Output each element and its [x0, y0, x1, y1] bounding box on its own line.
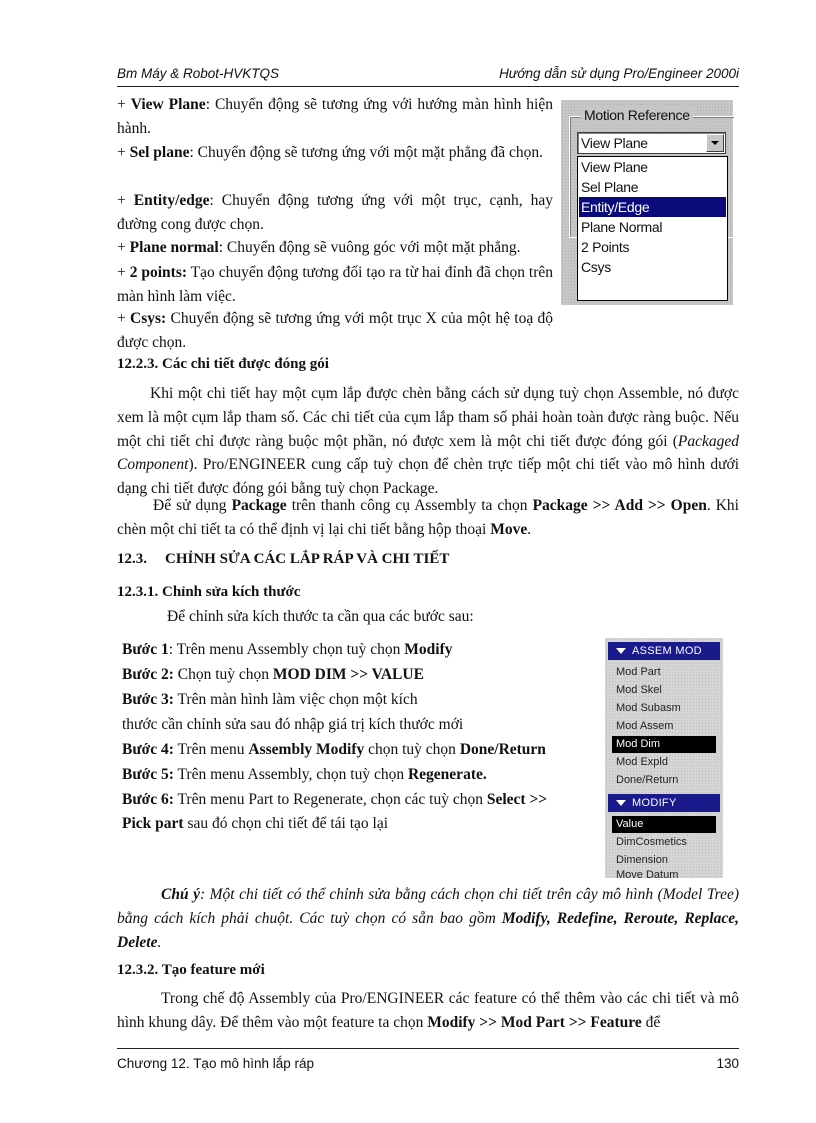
motion-reference-legend: Motion Reference — [581, 107, 693, 123]
menu-item-move-datum[interactable]: Move Datum — [616, 869, 679, 878]
step-3: Bước 3: Trên màn hình làm việc chọn một kích — [122, 691, 418, 708]
menu-item-mod-expld[interactable]: Mod Expld — [616, 756, 668, 768]
bullet-plane-normal: + Plane normal: Chuyển động sẽ vuông góc với một mặt phẳng. — [117, 239, 521, 256]
menu-item-done-return[interactable]: Done/Return — [616, 774, 679, 786]
paragraph-packaged: Khi một chi tiết hay một cụm lắp được chèn bằng cách sử dụng tuỳ chọn Assemble, nó được xem là một cụm lắp tham số. Các chi tiết của cụm lắp tham số phải hoàn toàn được ràng buộc. Nếu một chi tiết chỉ được ràng buộc một phần, nó được xem là một chi tiết được đóng gói (Packaged Component). Pro/ENGINEER cung cấp tuỳ chọn để chèn trực tiếp một chi tiết vào mô hình dưới dạng chi tiết được đóng gói bằng tuỳ chọn Package. — [117, 385, 739, 498]
chevron-down-icon[interactable] — [706, 134, 724, 152]
menu-item-mod-subasm[interactable]: Mod Subasm — [616, 702, 681, 714]
note-paragraph: Chú ý: Một chi tiết có thể chỉnh sửa bằng cách chọn chi tiết trên cây mô hình (Model Tree) bằng cách kích phải chuột. Các tuỳ chọn có sẵn bao gồm Modify, Redefine, Reroute, Replace, Delete. — [117, 886, 739, 951]
page-number: 130 — [716, 1056, 739, 1071]
page-header — [117, 66, 739, 81]
assem-mod-menu — [605, 638, 723, 878]
triangle-down-icon — [616, 648, 626, 654]
menu-item-mod-assem[interactable]: Mod Assem — [616, 720, 674, 732]
heading-12-3-1: 12.3.1. Chỉnh sửa kích thước — [117, 584, 301, 600]
list-item[interactable]: View Plane — [581, 159, 648, 175]
menu-item-mod-skel[interactable]: Mod Skel — [616, 684, 662, 696]
list-item[interactable]: Csys — [581, 259, 611, 275]
bullet-view-plane: + View Plane: Chuyển động sẽ tương ứng với hướng màn hình hiện hành. — [117, 96, 553, 137]
step-5: Bước 5: Trên menu Assembly, chọn tuỳ chọn Regenerate. — [122, 766, 487, 783]
menu-item-value[interactable]: Value — [612, 816, 716, 833]
heading-12-2-3: 12.2.3. Các chi tiết được đóng gói — [117, 356, 329, 372]
page-footer — [117, 1056, 739, 1071]
menu-item-dimension[interactable]: Dimension — [616, 854, 668, 866]
header-left: Bm Máy & Robot-HVKTQS — [117, 66, 280, 81]
motion-reference-list[interactable] — [577, 156, 728, 301]
step-3-cont: thước cần chỉnh sửa sau đó nhập giá trị kích thước mới — [122, 716, 464, 733]
list-item[interactable]: 2 Points — [581, 239, 630, 255]
bullet-csys: + Csys: Chuyển động sẽ tương ứng với một trục X của một hệ toạ độ được chọn. — [117, 310, 553, 351]
paragraph-package-usage: Để sử dụng Package trên thanh công cụ Assembly ta chọn Package >> Add >> Open. Khi chèn một chi tiết ta có thể định vị lại chi tiết bằng hộp thoại Move. — [117, 497, 739, 538]
bullet-2-points: + 2 points: Tạo chuyển động tương đối tạo ra từ hai đỉnh đã chọn trên màn hình làm việc. — [117, 264, 553, 305]
bullet-sel-plane: + Sel plane: Chuyển động sẽ tương ứng với một mặt phẳng đã chọn. — [117, 144, 543, 161]
step-6: Bước 6: Trên menu Part to Regenerate, chọn các tuỳ chọn Select >> — [122, 791, 548, 808]
menu-item-mod-part[interactable]: Mod Part — [616, 666, 661, 678]
footer-rule — [117, 1048, 739, 1049]
list-item-selected[interactable]: Entity/Edge — [579, 197, 726, 217]
menu-item-dimcosmetics[interactable]: DimCosmetics — [616, 836, 687, 848]
bullet-entity-edge: + Entity/edge: Chuyển động tương ứng với một trục, cạnh, hay đường cong được chọn. — [117, 192, 554, 233]
header-rule — [117, 86, 739, 87]
step-4: Bước 4: Trên menu Assembly Modify chọn tuỳ chọn Done/Return — [122, 741, 546, 758]
combo-value: View Plane — [581, 135, 648, 151]
footer-chapter: Chương 12. Tạo mô hình lắp ráp — [117, 1056, 315, 1071]
triangle-down-icon — [616, 800, 626, 806]
step-2: Bước 2: Chọn tuỳ chọn MOD DIM >> VALUE — [122, 666, 424, 683]
heading-12-3-2: 12.3.2. Tạo feature mới — [117, 962, 265, 978]
menu-item-mod-dim[interactable]: Mod Dim — [612, 736, 716, 753]
steps-intro: Để chỉnh sửa kích thước ta cần qua các bước sau: — [167, 608, 474, 625]
motion-reference-combo[interactable] — [577, 132, 726, 154]
motion-reference-dialog — [561, 100, 733, 305]
list-item[interactable]: Sel Plane — [581, 179, 639, 195]
paragraph-new-feature: Trong chế độ Assembly của Pro/ENGINEER các feature có thể thêm vào các chi tiết và mô hình khung dây. Để thêm vào một feature ta chọn Modify >> Mod Part >> Feature để — [117, 990, 739, 1031]
heading-12-3: 12.3. CHỈNH SỬA CÁC LẮP RÁP VÀ CHI TIẾT — [117, 551, 450, 567]
step-6-cont: Pick part sau đó chọn chi tiết để tái tạo lại — [122, 815, 389, 832]
menu-title-assem-mod: ASSEM MOD — [608, 642, 720, 660]
list-item[interactable]: Plane Normal — [581, 219, 663, 235]
menu-title-modify: MODIFY — [608, 794, 720, 812]
step-1: Bước 1: Trên menu Assembly chọn tuỳ chọn Modify — [122, 641, 453, 658]
header-right: Hướng dẫn sử dụng Pro/Engineer 2000i — [499, 66, 739, 81]
